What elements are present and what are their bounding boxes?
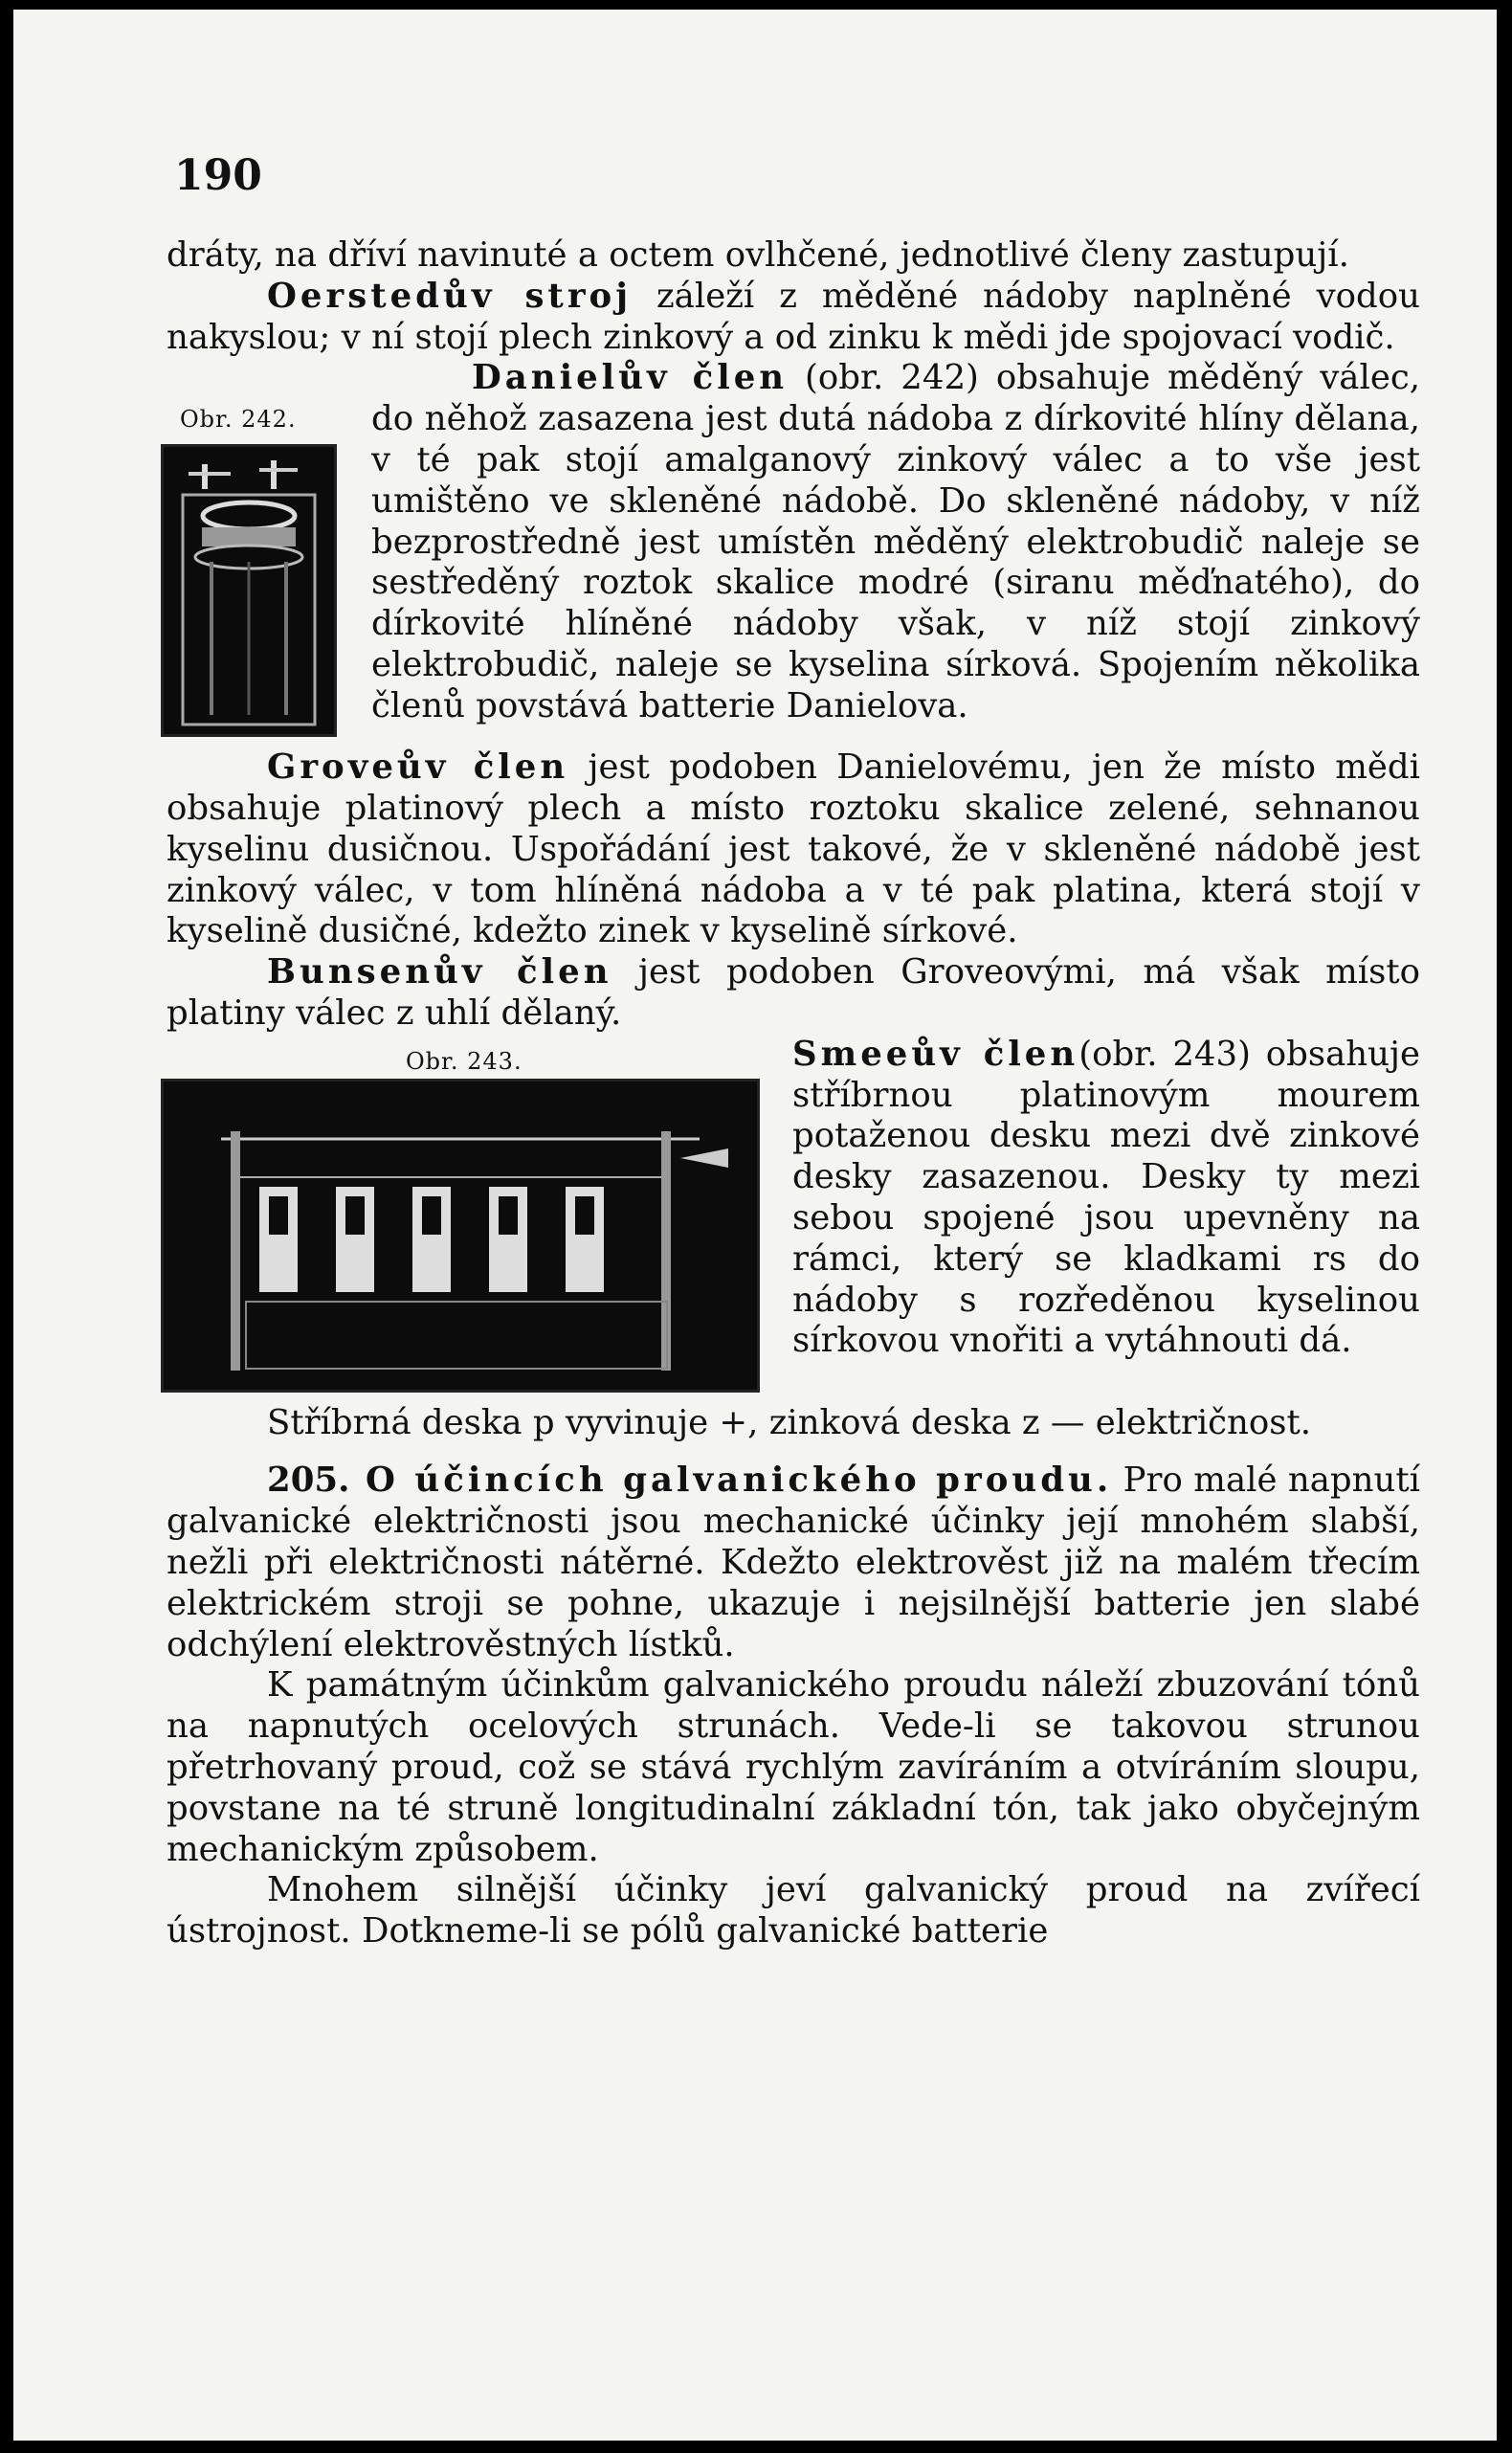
figure-243-caption: Obr. 243. — [406, 1047, 523, 1075]
smee-cell-illustration — [161, 1079, 760, 1393]
paragraph-text: jest podoben Groveovými, má však místo platiny válec z uhlí dělaný. — [167, 952, 1420, 1033]
paragraph-text: jest podoben Danielovému, jen že místo mědi obsahuje platinový plech a místo roztoku skalice zelené, sehnanou kyselinu dusičnou. Uspořádání jest takové, že v skleněné nádobě jest zinkový válec, v tom hlíněná nádoba a v té pak platina, která stojí v kyselině dusičné, kdežto zinek v kyselině sírkové. — [167, 747, 1420, 951]
daniell-cell-illustration — [161, 444, 337, 737]
term-grove: Groveův člen — [267, 747, 569, 788]
paragraph-text: Pro malé napnutí galvanické električnosti jsou mechanické účinky její mnohém slabší, nežli při električnosti nátěrné. Kdežto elektrověst již na malém třecím elektrickém stroji se pohne, ukazuje i nejsilnější batterie jen slabé odchýlení elektrověstných lístků. — [167, 1461, 1420, 1664]
paragraph: Stříbrná deska p vyvinuje +, zinková deska z — električnost. — [267, 1402, 1312, 1442]
paragraph-text: záleží z měděné nádoby naplněné vodou nakyslou; v ní stojí plech zinkový a od zinku k mědi jde spojovací vodič. — [167, 276, 1421, 357]
paragraph: Mnohem silnější účinky jeví galvanický proud na zvířecí ústrojnost. Dotkneme-li se pólů galvanické batterie — [167, 1870, 1420, 1951]
term-daniell: Danielův člen — [472, 358, 789, 398]
paragraph-oersted — [167, 277, 1420, 359]
page — [13, 10, 1497, 2441]
section-number: 205. — [267, 1461, 350, 1501]
paragraph-bunsen — [167, 952, 1420, 1035]
term-smee: Smeeův člen — [792, 1034, 1079, 1074]
term-oersted: Oerstedův stroj — [267, 276, 633, 316]
paragraph-text: (obr. 243) obsahuje stříbrnou platinovým mourem potaženou desku mezi dvě zinkové desky zasazenou. Desky ty mezi sebou spojené jsou upevněny na rámci, který se kladkami rs do nádoby s rozředěnou kyselinou sírkovou vnořiti a vytáhnouti dá. — [792, 1034, 1421, 1361]
section-205 — [167, 1461, 1420, 1665]
figure-242 — [161, 400, 352, 747]
paragraph-grove — [167, 747, 1420, 952]
figure-243 — [161, 1044, 754, 1403]
page-number: 190 — [174, 151, 262, 200]
term-bunsen: Bunsenův člen — [267, 952, 612, 992]
paragraph-text: (obr. 242) obsahuje měděný válec, do něhož zasazena jest dutá nádoba z dírkovité hlíny dělana, v té pak stojí amalganový zinkový válec a to vše jest umištěno ve skleněné nádobě. Do skleněné nádoby, v níž bezprostředně jest umístěn měděný elektrobudič naleje se sestředěný roztok skalice modré (siranu měďnatého), do dírkovité hlíněné nádoby však, v níž stojí zinkový elektrobudič, naleje se kyselina sírková. Spojením několika členů povstává batterie Danielova. — [371, 358, 1420, 725]
page-text — [167, 235, 1420, 1952]
paragraph-daniell — [167, 358, 1420, 726]
section-title: O účincích galvanického proudu. — [349, 1461, 1113, 1501]
figure-242-caption: Obr. 242. — [180, 406, 297, 434]
paragraph: K památným účinkům galvanického proudu náleží zbuzování tónů na napnutých ocelových strunách. Vede-li se takovou strunou přetrhovaný proud, což se stává rychlým zavíráním a otvíráním sloupu, povstane na té struně longitudinalní základní tón, tak jako obyčejným mechanickým způsobem. — [167, 1665, 1420, 1869]
paragraph: dráty, na dříví navinuté a octem ovlhčené, jednotlivé členy zastupují. — [167, 235, 1349, 275]
